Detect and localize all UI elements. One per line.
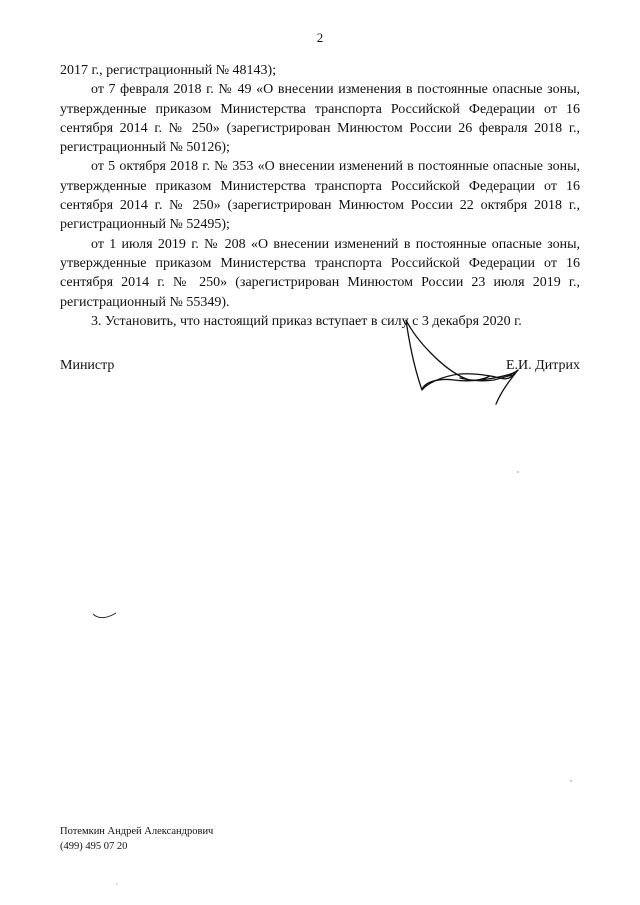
executor-name: Потемкин Андрей Александрович: [60, 826, 214, 837]
executor-info: [60, 824, 213, 854]
paragraph: от 1 июля 2019 г. № 208 «О внесении изменений в постоянные опасные зоны, утвержденные приказом Министерства транспорта Российской Федерации от 16 сентября 2014 г. № 250» (зарегистрирован Минюстом России 23 июля 2019 г., регистрационный № 55349).: [60, 236, 580, 310]
paragraph: от 5 октября 2018 г. № 353 «О внесении изменений в постоянные опасные зоны, утвержденные приказом Министерства транспорта Российской Федерации от 16 сентября 2014 г. № 250» (зарегистрирован Минюстом России 22 октября 2018 г., регистрационный № 52495);: [60, 159, 580, 233]
page-number: 2: [316, 30, 324, 45]
executor-phone: (499) 495 07 20: [60, 841, 128, 852]
signatory-name: Е.И. Дитрих: [506, 358, 580, 373]
signatory-title: Министр: [60, 358, 115, 373]
paragraph: от 7 февраля 2018 г. № 49 «О внесении изменения в постоянные опасные зоны, утвержденные приказом Министерства транспорта Российской Федерации от 16 сентября 2014 г. № 250» (зарегистрирован Минюстом России 26 февраля 2018 г., регистрационный № 50126);: [60, 82, 580, 156]
paragraph: 2017 г., регистрационный № 48143);: [60, 63, 277, 78]
paragraph: 3. Установить, что настоящий приказ вступает в силу с 3 декабря 2020 г.: [91, 313, 522, 329]
